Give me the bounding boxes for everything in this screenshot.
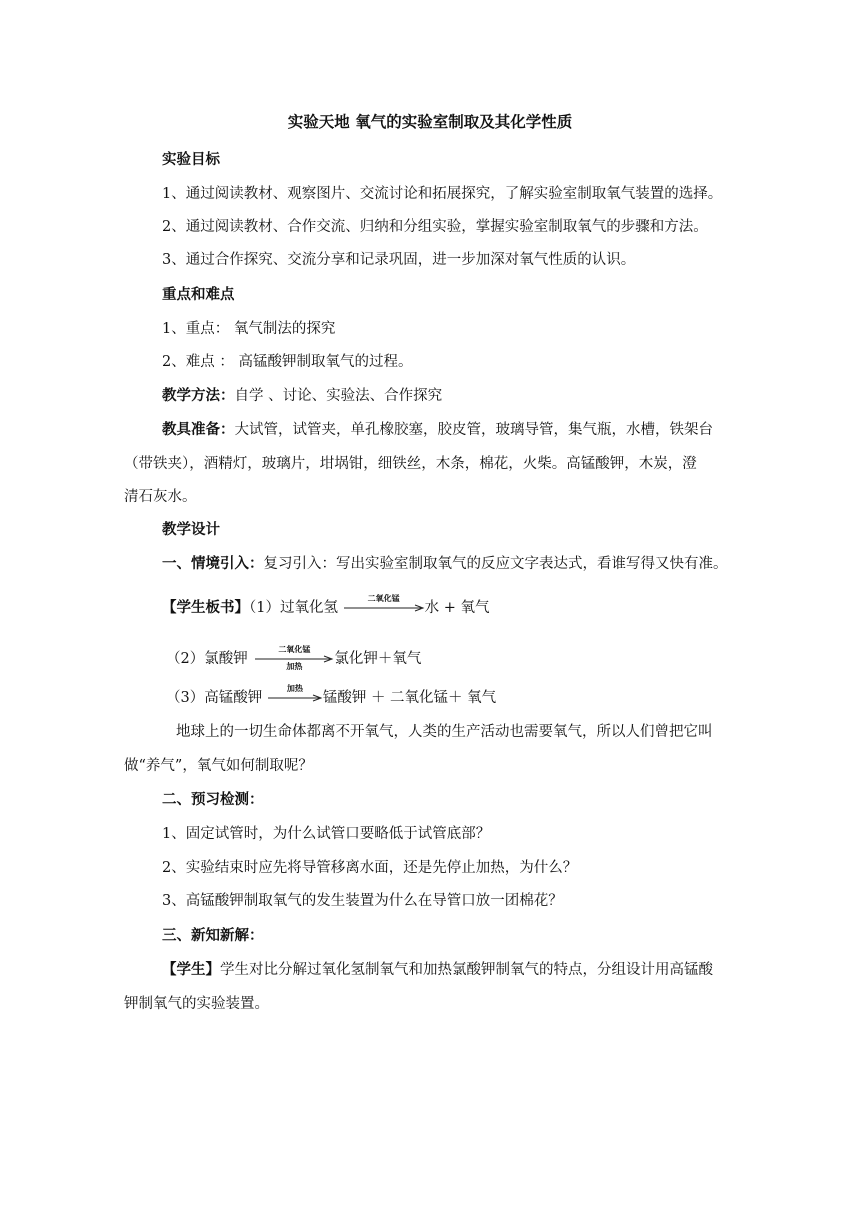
reaction-2-reactant: （2）氯酸钾 <box>166 651 248 667</box>
reaction-2 <box>166 645 422 671</box>
new-text-1: 学生对比分解过氧化氢制氧气和加热氯酸钾制氧气的特点，分组设计用高锰酸 <box>220 962 713 978</box>
methods-label: 教学方法： <box>162 388 235 404</box>
reaction-1-arrow <box>343 594 425 612</box>
key-point-2: 2、难点 ： 高锰酸钾制取氧气的过程。 <box>162 354 413 370</box>
page-title: 实验天地 氧气的实验室制取及其化学性质 <box>287 113 573 131</box>
goals-heading: 实验目标 <box>162 152 220 168</box>
intro-line <box>162 552 728 573</box>
tools-line-2: （带铁夹），酒精灯，玻璃片，坩埚钳，细铁丝，木条，棉花，火柴。高锰酸钾，木炭，澄 <box>124 456 697 472</box>
tools-label: 教具准备： <box>162 422 235 438</box>
reaction-1 <box>162 596 489 617</box>
reaction-3-reactant: （3）高锰酸钾 <box>166 690 263 706</box>
tools-text-1: 大试管，试管夹，单孔橡胶塞，胶皮管，玻璃导管，集气瓶，水槽，铁架台 <box>234 422 713 438</box>
intro-label: 一、情境引入： <box>162 556 264 572</box>
methods-line <box>162 384 442 405</box>
goal-item-2: 2、通过阅读教材、合作交流、归纳和分组实验，掌握实验室制取氧气的步骤和方法。 <box>162 219 708 235</box>
tools-line-1 <box>162 418 713 439</box>
preview-heading: 二、预习检测： <box>162 792 264 808</box>
life-line-2: 做“养气”，氧气如何制取呢？ <box>124 758 313 774</box>
life-line-1: 地球上的一切生命体都离不开氧气，人类的生产活动也需要氧气，所以人们曾把它叫 <box>176 724 713 740</box>
reaction-2-condition-top: 二氧化锰 <box>278 645 311 654</box>
new-line-2: 钾制氧气的实验装置。 <box>124 996 269 1012</box>
goal-item-1: 1、通过阅读教材、观察图片、交流讨论和拓展探究，了解实验室制取氧气装置的选择。 <box>162 186 723 202</box>
reaction-3 <box>166 686 496 707</box>
reaction-2-products: 氯化钾＋氧气 <box>334 651 422 667</box>
design-heading: 教学设计 <box>162 522 220 538</box>
preview-item-3: 3、高锰酸钾制取氧气的发生装置为什么在导管口放一团棉花？ <box>162 893 563 909</box>
reaction-3-condition: 加热 <box>286 684 303 693</box>
key-points-heading: 重点和难点 <box>162 287 235 303</box>
student-label: 【学生】 <box>162 962 220 978</box>
preview-item-2: 2、实验结束时应先将导管移离水面，还是先停止加热，为什么？ <box>162 860 578 876</box>
reaction-2-condition-bottom: 加热 <box>286 662 303 671</box>
reaction-3-arrow <box>267 684 323 702</box>
goal-item-3: 3、通过合作探究、交流分享和记录巩固，进一步加深对氧气性质的认识。 <box>162 252 636 268</box>
reaction-3-products: 锰酸钾 ＋ 二氧化锰＋ 氧气 <box>322 690 497 706</box>
reaction-1-condition: 二氧化锰 <box>367 594 400 603</box>
board-label: 【学生板书】 <box>162 600 249 616</box>
reaction-2-arrow <box>254 645 334 671</box>
preview-item-1: 1、固定试管时，为什么试管口要略低于试管底部？ <box>162 826 491 842</box>
methods-text: 自学 、讨论、实验法、合作探究 <box>234 388 443 404</box>
intro-text: 复习引入：写出实验室制取氧气的反应文字表达式，看谁写得又快有准。 <box>263 556 728 572</box>
arrow-icon <box>343 604 425 612</box>
new-line-1 <box>162 958 713 979</box>
reaction-1-reactant: （1）过氧化氢 <box>249 600 338 616</box>
arrow-icon <box>267 694 323 702</box>
reaction-1-products: 水 + 氧气 <box>424 600 490 616</box>
key-point-1: 1、重点： 氧气制法的探究 <box>162 321 336 337</box>
tools-line-3: 清石灰水。 <box>124 489 197 505</box>
new-heading: 三、新知新解： <box>162 928 264 944</box>
